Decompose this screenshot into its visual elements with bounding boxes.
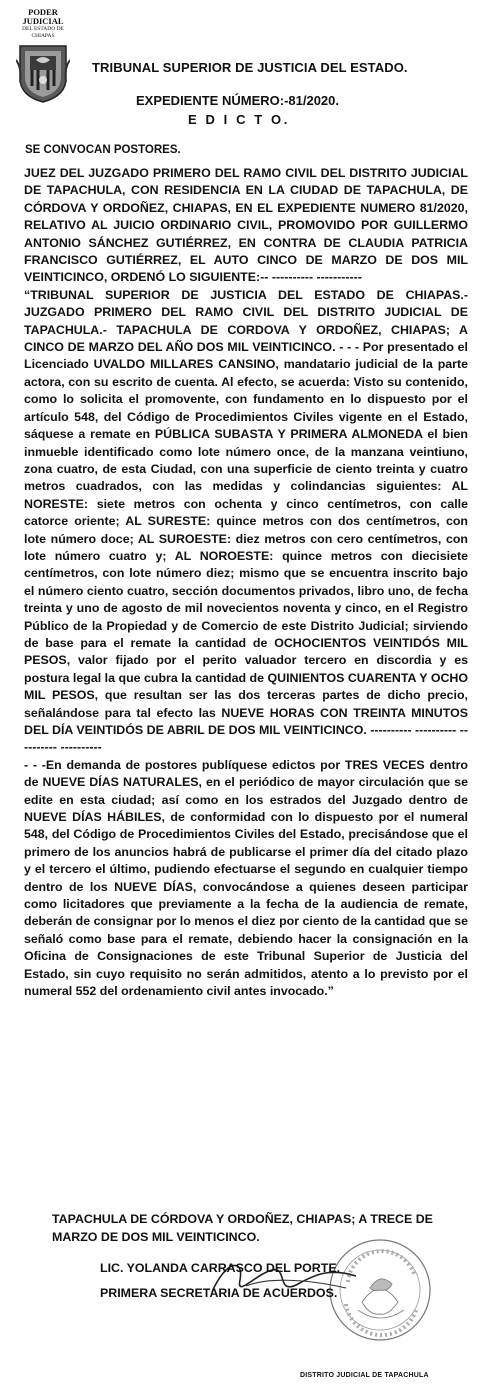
document-type: E D I C T O. — [188, 112, 290, 127]
paragraph-1: JUEZ DEL JUZGADO PRIMERO DEL RAMO CIVIL DEL DISTRITO JUDICIAL DE TAPACHULA, CON RESIDENCIA EN LA CIUDAD DE TAPACHULA, DE CÓRDOVA Y ORDOÑEZ, CHIAPAS, EN EL EXPEDIENTE NUMERO 81/2020, RELATIVO AL JUICIO ORDINARIO CIVIL, PROMOVIDO POR GUILLERMO ANTONIO SÁNCHEZ GUTIÉRREZ, EN CONTRA DE CLAUDIA PATRICIA FRANCISCO GUTIÉRREZ, EL AUTO CINCO DE MARZO DE DOS MIL VEINTICINCO, ORDENÓ LO SIGUIENTE:-- ---------- ----------- — [24, 166, 468, 285]
closing-place-date: TAPACHULA DE CÓRDOVA Y ORDOÑEZ, CHIAPAS; A TRECE DE MARZO DE DOS MIL VEINTICINCO. — [52, 1212, 433, 1244]
paragraph-3: - - -En demanda de postores publíquese edictos por TRES VECES dentro de NUEVE DÍAS NATURALES, en el periódico de mayor circulación que se edite en esta ciudad; así como en los estrados del Juzgado dentro de NUEVE DÍAS HÁBILES, de conformidad con lo dispuesto por el numeral 548, del Código de Procedimientos Civiles del Estado, precisándose que el primero de los anuncios habrá de publicarse el primer día del citado plazo y el tercero el último, pudiendo efectuarse el segundo en cualquier tiempo dentro de los NUEVE DÍAS, convocándose a quienes deseen participar como licitadores que previamente a la fecha de la audiencia de remate, deberán de consignar por lo menos el diez por ciento de la cantidad que se señaló como base para el remate, debiendo hacer la consignación en la Oficina de Consignaciones de este Tribunal Superior de Justicia del Estado, sin cuyo requisito no serán admitidos, atento a lo previsto por el numeral 552 del ordenamiento civil antes invocado.” — [24, 757, 468, 999]
expediente-number: EXPEDIENTE NÚMERO:-81/2020. — [136, 93, 340, 108]
signatory-name: LIC. YOLANDA CARRASCO DEL PORTE. — [100, 1261, 341, 1275]
edict-body — [24, 165, 468, 1001]
logo-line-2: DEL ESTADO DE CHIAPAS — [22, 26, 64, 39]
paragraph-2: “TRIBUNAL SUPERIOR DE JUSTICIA DEL ESTADO DE CHIAPAS.- JUZGADO PRIMERO DEL RAMO CIVIL DEL DISTRITO JUDICIAL DE TAPACHULA.- TAPACHULA DE CORDOVA Y ORDOÑEZ, CHIAPAS; A CINCO DE MARZO DEL AÑO DOS MIL VEINTICINCO. - - - Por presentado el Licenciado UVALDO MILLARES CANSINO, mandatario judicial de la parte actora, con su escrito de cuenta. Al efecto, se acuerda: Visto su contenido, como lo solicita el promovente, con fundamento en lo dispuesto por el artículo 548, del Código de Procedimientos Civiles vigente en el Estado, sáquese a remate en PÚBLICA SUBASTA Y PRIMERA ALMONEDA el bien inmueble identificado como lote número once, de la manzana veintiuno, zona cuatro, de esta Ciudad, con una superficie de ciento treinta y cuatro metros cuadrados, con las medidas y colindancias siguientes: AL NORESTE: siete metros con ochenta y cinco centímetros, con calle catorce oriente; AL SURESTE: quince metros con dos centímetros, con lote número doce; AL SUROESTE: diez metros con cero centímetros, con lote número cuatro y; AL NOROESTE: quince metros con diecisiete centímetros, con lote número diez; mismo que se encuentra inscrito bajo el número ciento cuatro, sección documentos privados, libro uno, de fecha treinta y uno de agosto de mil novecientos noventa y cinco, en el Registro Público de la Propiedad y de Comercio de este Distrito Judicial; sirviendo de base para el remate la cantidad de OCHOCIENTOS VEINTIDÓS MIL PESOS, valor fijado por el perito valuador tercero en discordia y es postura legal la que cubra la cantidad de QUINIENTOS CUARENTA Y OCHO MIL PESOS, que resultan ser las dos terceras partes de dicho precio, señalándose para tal efecto las NUEVE HORAS CON TREINTA MINUTOS DEL DÍA VEINTIDÓS DE ABRIL DE DOS MIL VEINTICINCO. ---------- ---------- ---------- ---------- — [24, 287, 468, 755]
handwritten-signature — [206, 1250, 366, 1310]
poder-judicial-logo — [10, 8, 76, 104]
district-stamp: DISTRITO JUDICIAL DE TAPACHULA — [300, 1372, 429, 1379]
coat-of-arms-icon — [16, 42, 70, 104]
intro-line: SE CONVOCAN POSTORES. — [25, 144, 181, 156]
signatory-title: PRIMERA SECRETARIA DE ACUERDOS. — [100, 1286, 338, 1300]
logo-line-1: PODER JUDICIAL — [22, 7, 64, 26]
court-title: TRIBUNAL SUPERIOR DE JUSTICIA DEL ESTADO. — [92, 60, 408, 75]
